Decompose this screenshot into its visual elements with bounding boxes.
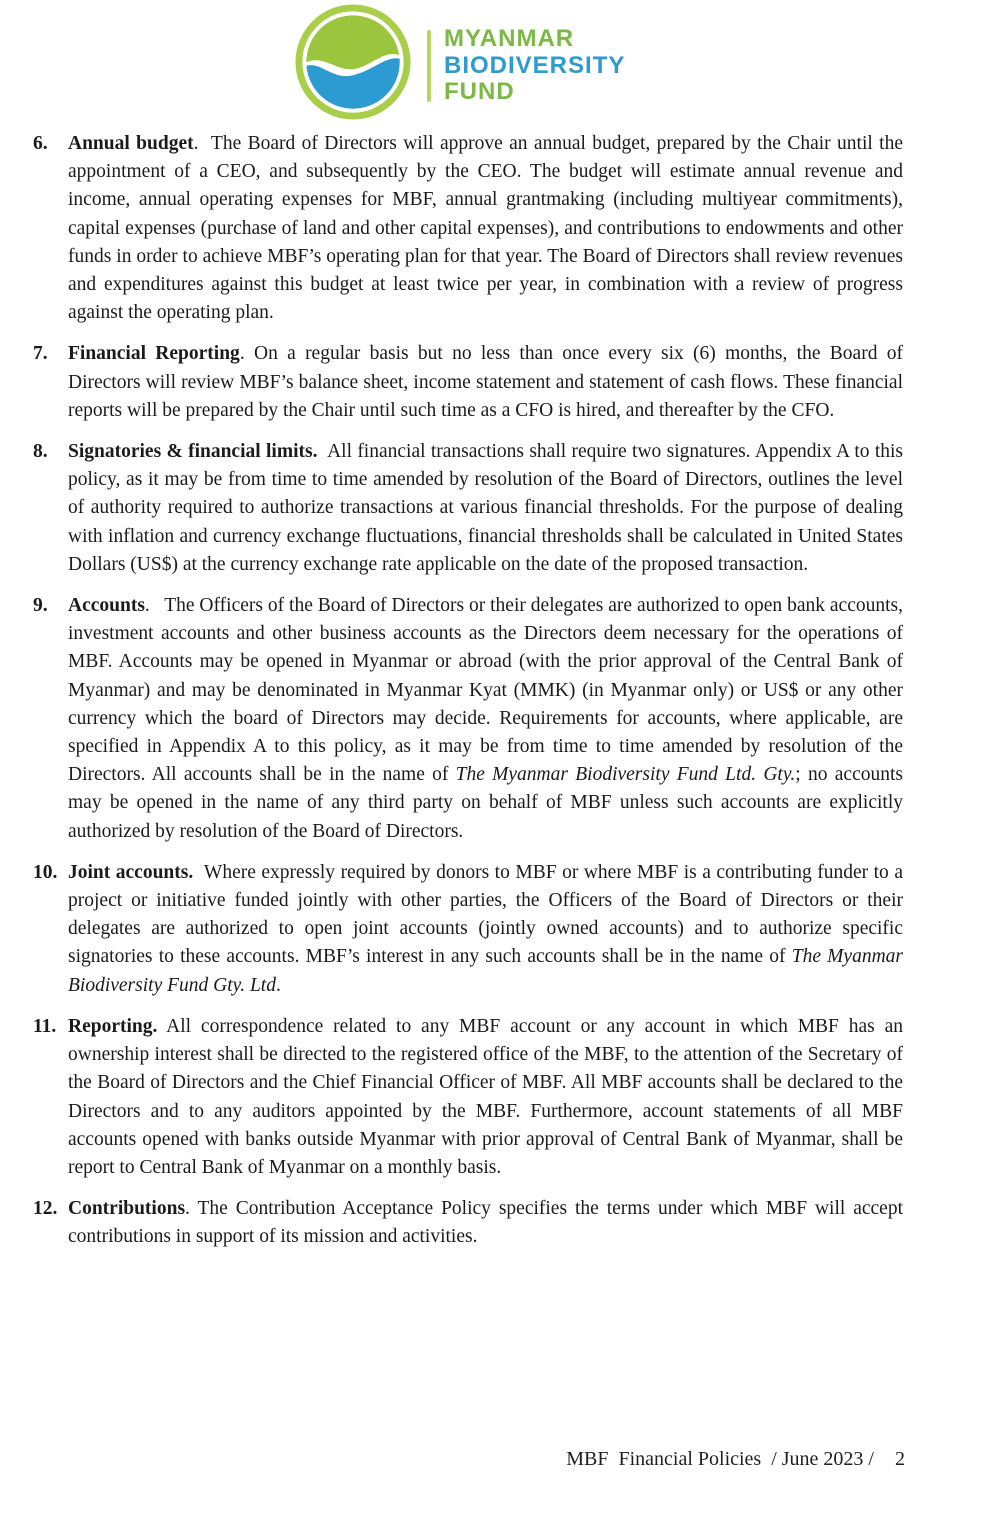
- item-title: Reporting.: [68, 1015, 158, 1037]
- item-title: Joint accounts.: [68, 861, 194, 883]
- page-footer: [566, 1448, 905, 1471]
- item-body: All financial transactions shall require two signatures. Appendix A to this policy, as it may be from time to time amended by resolution of the Board of Directors, outlines the level of authority required to authorize transactions at various financial thresholds. For the purpose of dealing with inflation and currency exchange fluctuations, financial thresholds shall be calculated in United States Dollars (US$) at the currency exchange rate applicable on the date of the proposed transaction.: [68, 441, 903, 575]
- item-title: Annual budget: [68, 133, 194, 154]
- logo-text-fund: FUND: [444, 78, 515, 106]
- item-separator: [193, 862, 204, 883]
- item-body: The Contribution Acceptance Policy specifies the terms under which MBF will accept contributions in support of its mission and activities.: [68, 1198, 903, 1248]
- item-separator: .: [144, 595, 165, 617]
- item-body: On a regular basis but no less than once every six (6) months, the Board of Directors will review MBF’s balance sheet, income statement and statement of cash flows. These financial reports will be prepared by the Chair until such time as a CFO is hired, and thereafter by the CFO.: [68, 343, 903, 421]
- item-title: Financial Reporting: [68, 343, 240, 365]
- item-title: Signatories & financial limits.: [68, 441, 318, 463]
- item-number: 6.: [33, 133, 48, 154]
- item-body-after: .: [275, 974, 281, 996]
- item-title: Contributions: [68, 1198, 186, 1220]
- item-number: 7.: [33, 343, 48, 365]
- item-separator: .: [193, 133, 211, 154]
- logo-separator: [427, 30, 431, 102]
- mbf-logo: [294, 3, 625, 121]
- policy-item-8: [33, 438, 903, 579]
- page-number: 2: [895, 1448, 905, 1470]
- logo-text-biodiversity: BIODIVERSITY: [444, 51, 626, 79]
- item-separator: .: [239, 343, 254, 365]
- item-separator: .: [185, 1198, 198, 1220]
- footer-text: MBF Financial Policies / June 2023 /: [566, 1448, 874, 1470]
- item-number: 8.: [33, 441, 48, 463]
- item-body: Where expressly required by donors to MBF or where MBF is a contributing funder to a project or initiative funded jointly with other parties, the Officers of the Board of Directors or their delegates are authorized to open joint accounts (jointly owned accounts) and to authorize specific signatories to these accounts. MBF’s interest in any such accounts shall be in the name of: [68, 861, 903, 968]
- item-body-italic: The Myanmar Biodiversity Fund Ltd. Gty.: [455, 764, 796, 786]
- logo-text-myanmar: MYANMAR: [444, 25, 575, 53]
- item-number: 9.: [33, 595, 48, 617]
- item-body: The Officers of the Board of Directors or their delegates are authorized to open bank accounts, investment accounts and other business accounts as the Directors deem necessary for the operations of MBF. Accounts may be opened in Myanmar or abroad (with the prior approval of the Central Bank of Myanmar) and may be denominated in Myanmar Kyat (MMK) (in Myanmar only) or US$ or any other currency which the board of Directors may decide. Requirements for accounts, where applicable, are specified in Appendix A to this policy, as it may be from time to time amended by resolution of the Directors. All accounts shall be in the name of: [68, 595, 903, 786]
- policy-item-6: [33, 130, 903, 327]
- item-title: Accounts: [68, 595, 145, 617]
- policy-item-12: [33, 1195, 903, 1251]
- logo-globe-icon: [294, 3, 412, 121]
- item-body-italic: The Myanmar Biodiversity Fund Gty. Ltd: [68, 946, 903, 996]
- item-body-after: ; no accounts may be opened in the name of any third party on behalf of MBF unless such accounts are explicitly authorized by resolution of the Board of Directors.: [68, 764, 903, 842]
- item-number: 10.: [33, 861, 58, 883]
- item-separator: [157, 1016, 166, 1037]
- item-body: All correspondence related to any MBF account or any account in which MBF has an ownership interest shall be directed to the registered office of the MBF, to the attention of the Secretary of the Board of Directors and the Chief Financial Officer of MBF. All MBF accounts shall be declared to the Directors and to any auditors appointed by the MBF. Furthermore, account statements of all MBF accounts opened with banks outside Myanmar with prior approval of Central Bank of Myanmar, shall be report to Central Bank of Myanmar on a monthly basis.: [68, 1015, 903, 1178]
- item-number: 12.: [33, 1198, 58, 1220]
- policy-item-10: [33, 859, 903, 1000]
- logo-wordmark: [444, 26, 625, 106]
- policy-item-11: [33, 1013, 903, 1182]
- item-separator: [317, 441, 327, 462]
- policy-item-9: [33, 592, 903, 846]
- policy-list: [33, 130, 903, 1265]
- item-body: The Board of Directors will approve an annual budget, prepared by the Chair until the appointment of a CEO, and subsequently by the CEO. The budget will estimate annual revenue and income, annual operating expenses for MBF, annual grantmaking (including multiyear commitments), capital expenses (purchase of land and other capital expenses), and contributions to endowments and other funds in order to achieve MBF’s operating plan for that year. The Board of Directors shall review revenues and expenditures against this budget at least twice per year, in combination with a review of progress against the operating plan.: [68, 133, 903, 324]
- item-number: 11.: [33, 1015, 57, 1037]
- policy-item-7: [33, 340, 903, 425]
